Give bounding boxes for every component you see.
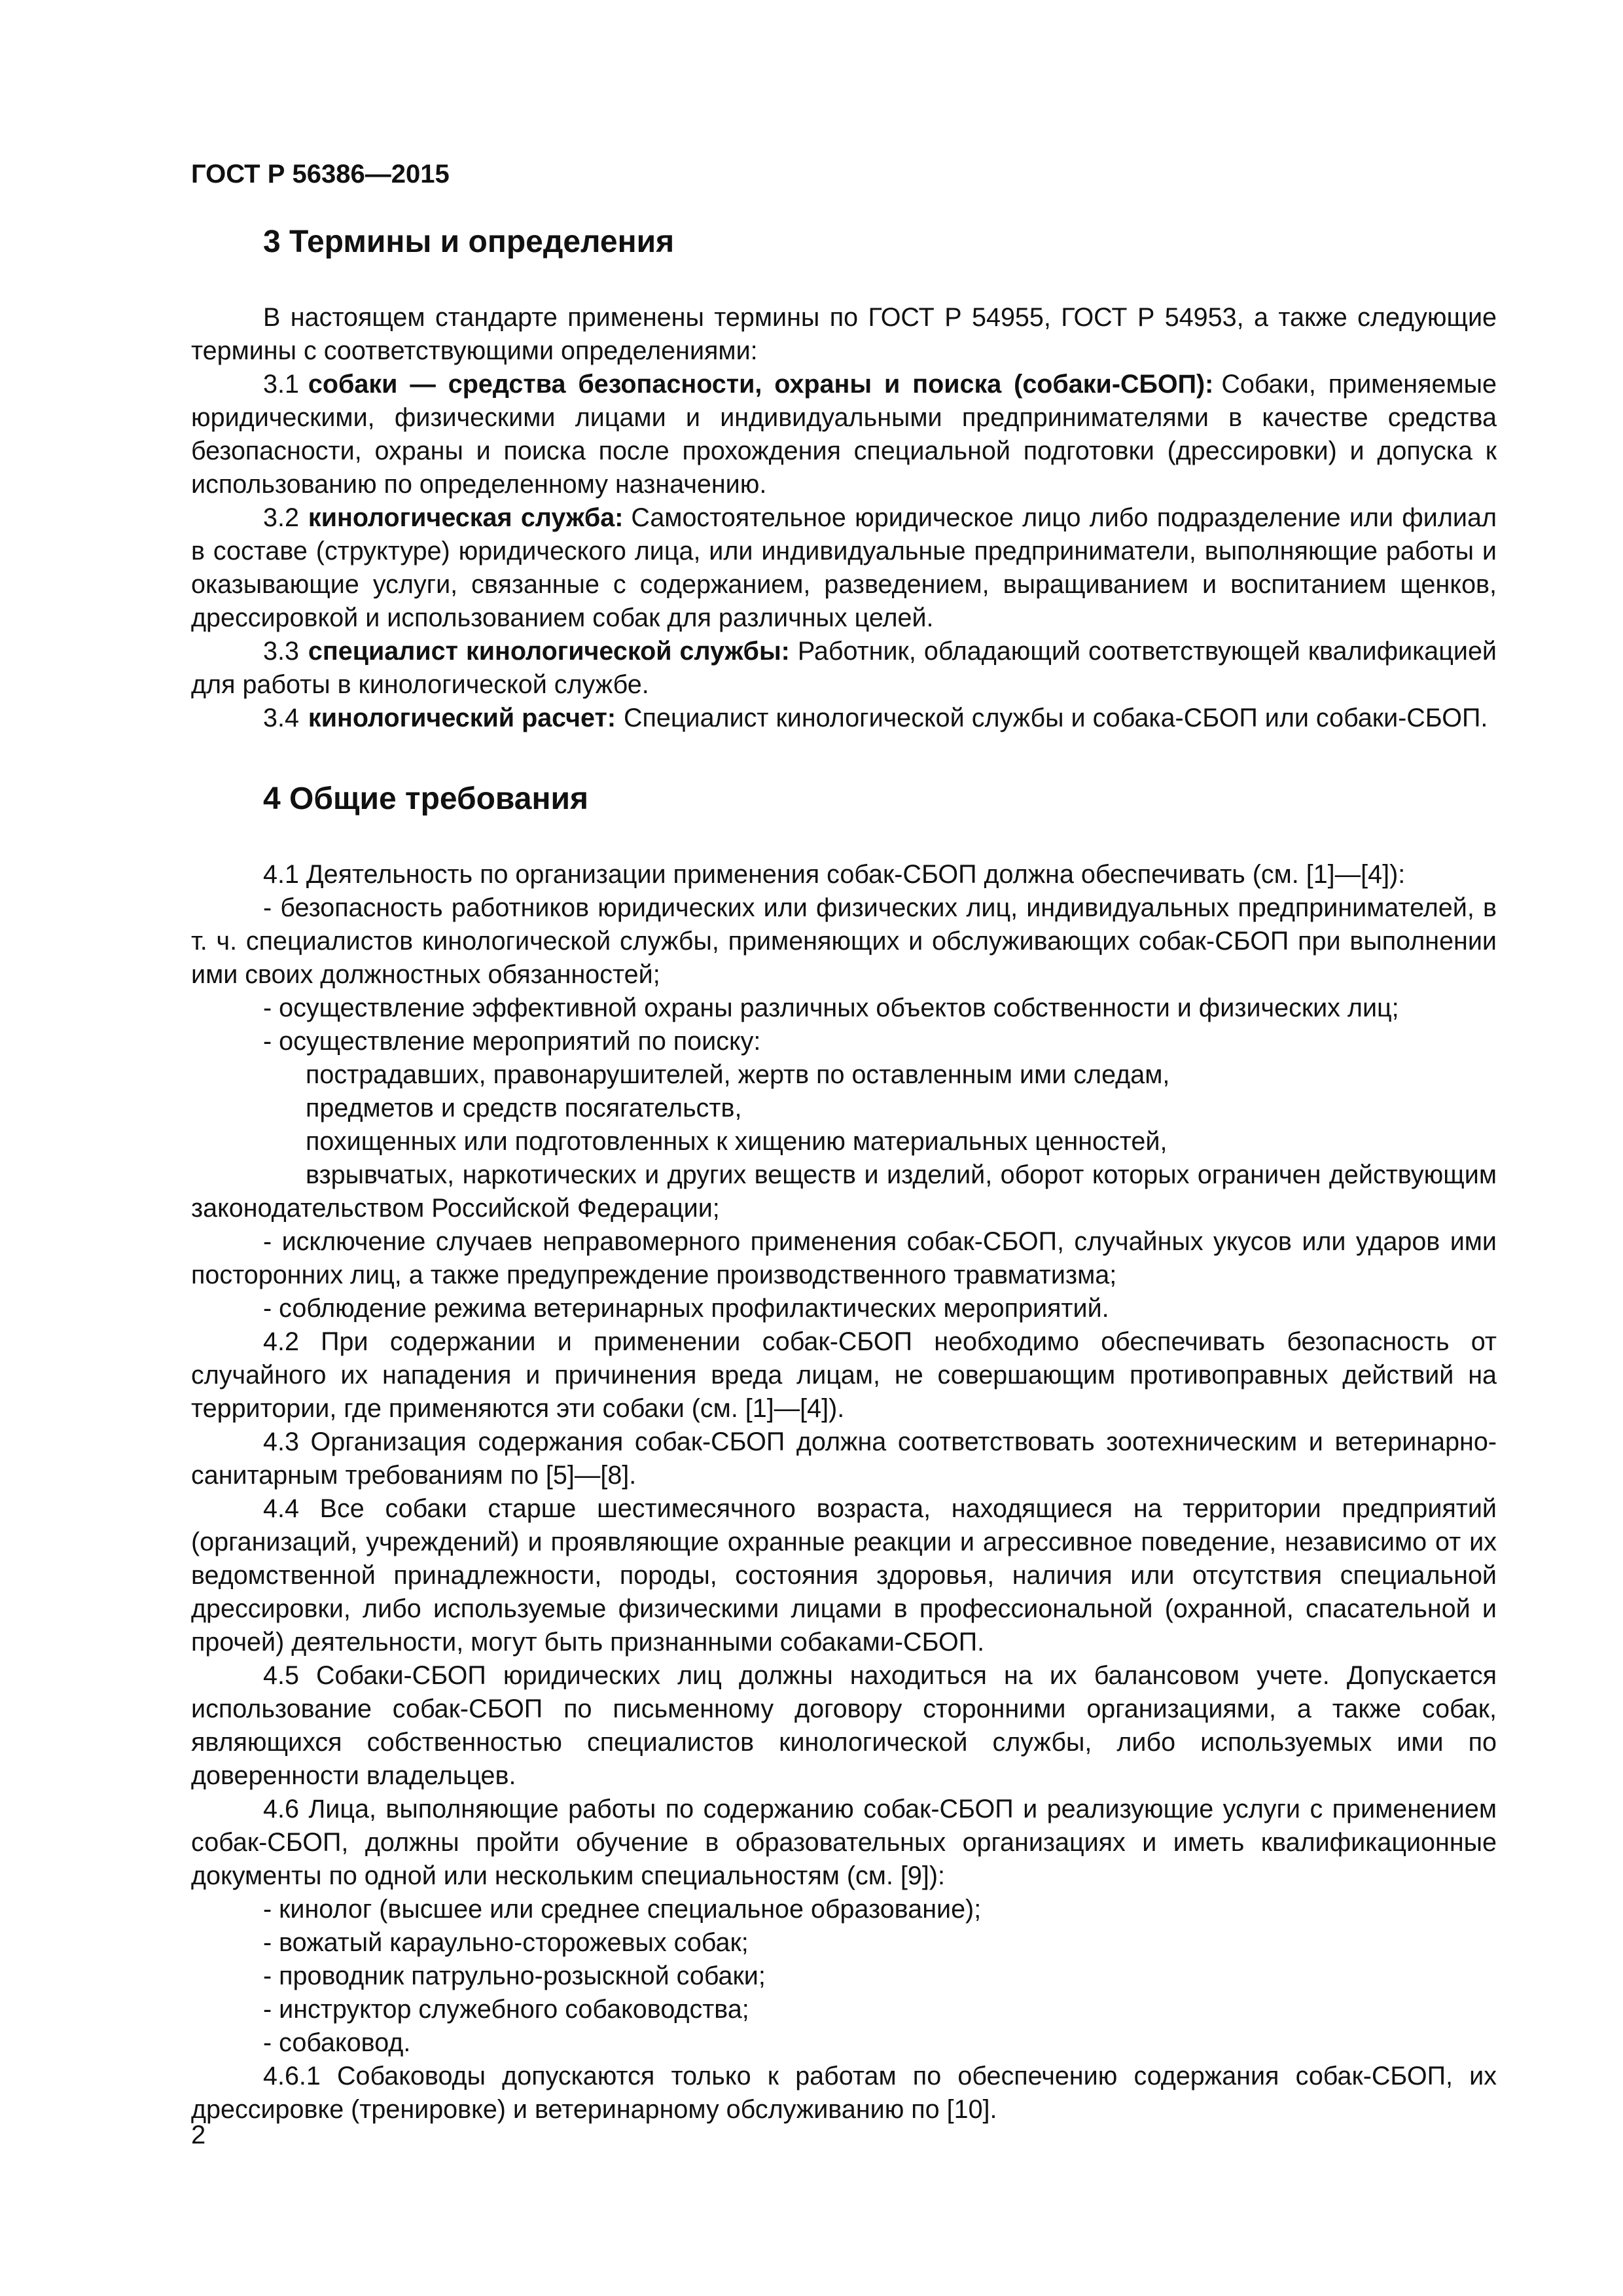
term-name: кинологическая служба: — [308, 503, 624, 532]
list-item: - вожатый караульно-сторожевых собак; — [263, 1928, 749, 1957]
list-item: - безопасность работников юридических или физических лиц, индивидуальных предпринимателей, в т. ч. специалистов кинологической службы, применяющих и обслуживающих собак-СБОП при выполнении ими своих должностных обязанностей; — [191, 893, 1497, 989]
section-3-title: 3 Термины и определения — [263, 224, 675, 259]
list-item: - проводник патрульно-розыскной собаки; — [263, 1962, 766, 1990]
search-item: взрывчатых, наркотических и других веществ и изделий, оборот которых ограничен действующим законодательством Российской Федерации; — [191, 1160, 1497, 1223]
term-definition: Специалист кинологической службы и собака-СБОП или собаки-СБОП. — [624, 704, 1488, 732]
list-item: - соблюдение режима ветеринарных профилактических мероприятий. — [263, 1294, 1109, 1323]
clause-4-6: 4.6 Лица, выполняющие работы по содержанию собак-СБОП и реализующие услуги с применением собак-СБОП, должны пройти обучение в образовательных организациях и иметь квалификационные документы по одной или нескольким специальностям (см. [9]): — [191, 1795, 1497, 1890]
list-item: - кинолог (высшее или среднее специальное образование); — [263, 1895, 982, 1924]
page-number: 2 — [191, 2121, 206, 2149]
term-3-3 — [191, 635, 1497, 702]
list-item: - исключение случаев неправомерного применения собак-СБОП, случайных укусов или ударов ими посторонних лиц, а также предупреждение производственного травматизма; — [191, 1227, 1497, 1289]
term-3-4 — [191, 702, 1497, 735]
list-item: - инструктор служебного собаководства; — [263, 1995, 749, 2024]
clause-4-5: 4.5 Собаки-СБОП юридических лиц должны находиться на их балансовом учете. Допускается использование собак-СБОП по письменному договору сторонними организациями, а также собак, являющихся собственностью специалистов кинологической службы, либо используемых ими по доверенности владельцев. — [191, 1661, 1497, 1790]
search-item: предметов и средств посягательств, — [306, 1094, 742, 1122]
term-3-1 — [191, 368, 1497, 501]
clause-4-1: 4.1 Деятельность по организации применения собак-СБОП должна обеспечивать (см. [1]—[4]): — [263, 860, 1406, 889]
term-definition: Работник, обладающий соответствующей квалификацией для работы в кинологической службе. — [191, 637, 1497, 699]
list-item: - собаковод. — [263, 2028, 411, 2057]
term-name: кинологический расчет: — [308, 704, 616, 732]
document-header: ГОСТ Р 56386—2015 — [191, 160, 450, 188]
term-number: 3.2 — [263, 503, 299, 532]
term-number: 3.3 — [263, 637, 299, 666]
search-item: похищенных или подготовленных к хищению материальных ценностей, — [306, 1127, 1168, 1156]
list-item: - осуществление мероприятий по поиску: — [263, 1027, 761, 1056]
term-definition: Собаки, применяемые юридическими, физическими лицами и индивидуальными предпринимателями в качестве средства безопасности, охраны и поиска после прохождения специальной подготовки (дрессировки) и допуска к использованию по определенному назначению. — [191, 370, 1497, 499]
term-3-2 — [191, 501, 1497, 635]
clause-4-2: 4.2 При содержании и применении собак-СБОП необходимо обеспечивать безопасность от случайного их нападения и причинения вреда лицам, не совершающим противоправных действий на территории, где применяются эти собаки (см. [1]—[4]). — [191, 1327, 1497, 1423]
term-number: 3.1 — [263, 370, 299, 399]
term-definition: Самостоятельное юридическое лицо либо подразделение или филиал в составе (структуре) юридического лица, или индивидуальные предприниматели, выполняющие работы и оказывающие услуги, связанные с содержанием, разведением, выращиванием и воспитанием щенков, дрессировкой и использованием собак для различных целей. — [191, 503, 1497, 632]
page-content — [191, 223, 1497, 2126]
term-name: специалист кинологической службы: — [308, 637, 790, 666]
clause-4-6-1: 4.6.1 Собаководы допускаются только к работам по обеспечению содержания собак-СБОП, их дрессировке (тренировке) и ветеринарному обслуживанию по [10]. — [191, 2062, 1497, 2124]
clause-4-4: 4.4 Все собаки старше шестимесячного возраста, находящиеся на территории предприятий (организаций, учреждений) и проявляющие охранные реакции и агрессивное поведение, независимо от их ведомственной принадлежности, породы, состояния здоровья, наличия или отсутствия специальной дрессировки, либо используемые физическими лицами в профессиональной (охранной, спасательной и прочей) деятельности, могут быть признанными собаками-СБОП. — [191, 1494, 1497, 1657]
section-4-title: 4 Общие требования — [263, 781, 588, 816]
term-name: собаки — средства безопасности, охраны и поиска (собаки-СБОП): — [308, 370, 1214, 399]
section-3-intro: В настоящем стандарте применены термины по ГОСТ Р 54955, ГОСТ Р 54953, а также следующие термины с соответствующими определениями: — [191, 303, 1497, 365]
term-number: 3.4 — [263, 704, 299, 732]
list-item: - осуществление эффективной охраны различных объектов собственности и физических лиц; — [263, 994, 1399, 1022]
clause-4-3: 4.3 Организация содержания собак-СБОП должна соответствовать зоотехническим и ветеринарно-санитарным требованиям по [5]—[8]. — [191, 1427, 1497, 1490]
search-item: пострадавших, правонарушителей, жертв по оставленным ими следам, — [306, 1060, 1170, 1089]
